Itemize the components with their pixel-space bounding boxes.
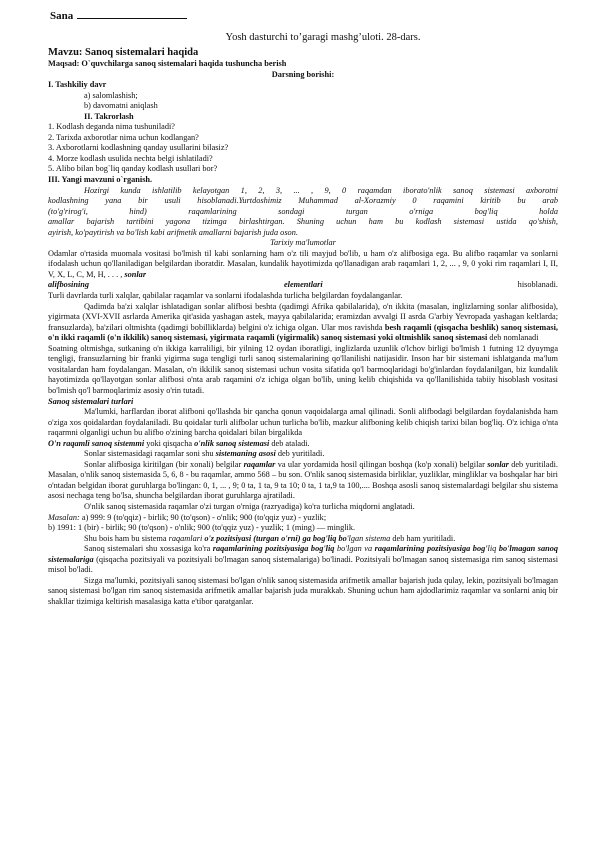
intro-line-3: (to'g'rirog'i, hind) raqamlarining sondagi turgan o'rniga bog'liq holda [48, 206, 558, 216]
base-term: sistemaning asosi [215, 449, 276, 459]
history-heading: Tarixiy ma'lumotlar [270, 238, 336, 248]
masalan-label: Masalan: [48, 512, 80, 522]
section-1-item-a: a) salomlashish; [84, 90, 138, 100]
classification-end: (qisqacha pozitsiyali va pozitsiyali bo'lmagan sanoq sistemalariga) bo'linadi. Pozitsiyali bo'lmagan sanoq sistemasiga rim sanoq sistemasi misol bo'ladi. [48, 554, 559, 575]
digits-sentence-end: deb yuritiladi. Masalan, o'nlik sanoq sistemasida 5, 6, 8 - bu raqamlar, ammo 568 – bu son. O'nlik sanoq sistemasida birliklar, yuzliklar, mingliklar va boshqalar har biri o'ntadan belgidan iborat guruhlarga bo'lingan: 0, 1, ... , 9; 0 ta, 1 ta, 9 ta 10; 0 ta, 1 ta,9 ta 100,.... Boshqa asosli sanoq sistemalardagi belgilar shu sistema asosi nechaga teng bo'lsa, shuncha belgilardan iborat guruhlarga ajratiladi. [48, 459, 559, 501]
types-paragraph-5: O'nlik sanoq sistemasida raqamlar o'zi turgan o'rniga (razryadiga) ko'ra turlicha miqdorni anglatadi. [84, 501, 415, 511]
review-question-5: 5. Alibo bilan bog`liq qanday kodlash usullari bor? [48, 164, 218, 174]
base-sentence-end: deb yuritiladi. [277, 449, 325, 459]
elementlari-term: elementlari [284, 280, 323, 290]
sonlar-term-2: sonlar [487, 459, 509, 469]
history-paragraph-1-text: Odamlar o'rtasida muomala vositasi bo'lmish til kabi sonlarning ham o'z tili mayjud bo'lib, u ham o'z alifbosiga ega. Bu alifbo raqamlar va sonlarni ifodalash uchun qo'llaniladigan belgilardan iboratdir. Masalan, kundalik hayotimizda qo'llanadigan arab raqamlari 1, 2, ... , 9, 0 yoki rim raqamlari I, II, V, X, L, C, M, H, . . . , [48, 248, 558, 279]
lesson-flow-heading: Darsning borishi: [271, 69, 335, 79]
bolgan-text: bo'lgan [336, 544, 362, 554]
liq-text: liq [487, 544, 497, 554]
classification-start: Sanoq sistemalari shu xossasiga ko'ra [84, 544, 211, 554]
history-paragraph-3 [48, 302, 558, 344]
goal-line: Maqsad: O`quvchilarga sanoq sistemalari haqida tushuncha berish [48, 59, 287, 68]
review-question-3: 3. Axborotlarni kodlashning qanday usullarini bilasiz? [48, 143, 229, 153]
history-paragraph-3-text: Qadimda ba'zi xalqlar ishlatadigan sonlar alifbosi beshta (qadimgi Afrika qabilalarida), o'n ikkita (masalan, inglizlarning sonlar alifbosida), yigirmata (XVI-XVII asrlarda Amerika qit'asida yashagan astek, mayya qabilalarida; eramizdan avvalgi II asrda G'arbiy Yevropada yashagan keltlarda; fransuzlarda), ba'zilari oltmishta (qadimgi bobilliklarda) belgini o'z ichiga olgan. Ular mos ravishda [48, 301, 558, 332]
digits-sentence-middle: va ular yordamida hosil qilingan boshqa (ko'p xonali) belgilar [277, 459, 485, 469]
types-paragraph-6 [48, 534, 558, 545]
intro-line-5: ayirish, ko'paytirish va bo'lish kabi arifmetik amallarni bajarish juda oson. [48, 227, 298, 237]
date-blank [77, 8, 187, 19]
intro-line-4: amallar bajarish tartibini yagona tizimga birlashtirgan. Shuning uchun ham bu kodlash sistemasi ustida qo'shish, [48, 217, 558, 227]
positional-sentence-end: deb ham yuritiladi. [392, 533, 456, 543]
section-2-title: II. Takrorlash [84, 111, 134, 121]
base-sentence-start: Sonlar sistemasidagi raqamlar soni shu [84, 449, 214, 459]
raqamlari-term: raqamlari [168, 533, 203, 543]
section-1-title: I. Tashkiliy davr [48, 80, 107, 90]
intro-line-1: Hozirgi kunda ishlatilib kelayotgan 1, 2, 3, ... , 9, 0 raqamdan iborato'nlik sanoq sistemasi axborotni [84, 185, 558, 195]
example-a-text: a) 999: 9 (to'qqiz) - birlik; 90 (to'qson) - o'nlik; 900 (to'qqiz yuz) - yuzlik; [81, 512, 327, 522]
history-paragraph-1 [48, 249, 558, 281]
types-paragraph-8: Sizga ma'lumki, pozitsiyali sanoq sistemasi bo'lgan o'nlik sanoq sistemasida arifmetik amallar bajarish juda qulay, lekin, pozitsiyali bo'lmagan sanoq sistemasi bo'lgan rim sanoq sistemasida arifmetik amallar bajarish juda murakkab. Shuning uchun ham ajdodlarimiz raqamlar va sonlarni aniq bir shakllar tizimiga keltirish masalasiga katta e'tibor qaratganlar. [48, 575, 558, 606]
intro-line-2: kodlashning yana bir usuli hisoblanadi.Yurtdoshimiz Muhammad al-Xorazmiy 0 raqamini kiritib bu arab [48, 196, 558, 206]
section-1-item-b: b) davomatni aniqlash [84, 101, 158, 111]
types-paragraph-2 [48, 439, 558, 450]
date-line [50, 8, 558, 23]
decimal-system-term: O'n raqamli sanoq sistemmi [48, 438, 145, 448]
positional-independent-term: raqamlarining pozitsiyasiga bog' [374, 544, 488, 554]
decimal-short-term: o'nlik sanoq sistemasi [194, 438, 270, 448]
history-paragraph-1-end [48, 280, 558, 291]
digits-sentence-start: Sonlar alifbosiga kiritilgan (bir xonali) belgilar [84, 459, 242, 469]
types-paragraph-3 [48, 449, 558, 460]
types-heading: Sanoq sistemalari turlari [48, 396, 134, 406]
numeral-system-names: besh raqamli (qisqacha beshlik) sanoq sistemasi, o'n ikki raqamli (o'n ikkilik) sanoq sistemasi, yigirmata raqamli (yigirmalik) sanoq sistemasi yoki oltmishlik sanoq sistemasi [48, 322, 558, 343]
example-a [48, 513, 558, 524]
example-b: b) 1991: 1 (bir) - birlik; 90 (to'qson) - o'nlik; 900 (to'qqiz yuz) - yuzlik; 1 (ming) — minglik. [48, 523, 356, 533]
va-text: va [364, 544, 373, 554]
raqamlar-term: raqamlar [243, 459, 276, 469]
section-3-title: III. Yangi mavzuni o`rganish. [48, 175, 153, 185]
positional-sentence-start: Shu bois ham bu sistema [84, 533, 167, 543]
lesson-title: Yosh dasturchi to’garagi mashg’uloti. 28-dars. [225, 32, 421, 43]
hisoblanadi-text: hisoblanadi. [517, 280, 558, 290]
positional-term: o'z pozitsiyasi (turgan o'rni) ga bog'liq bo [204, 533, 347, 543]
history-paragraph-3-end: deb nomlanadi [489, 333, 539, 343]
topic-heading: Mavzu: Sanoq sistemalari haqida [48, 47, 199, 58]
review-question-4: 4. Morze kodlash usulida nechta belgi ishlatiladi? [48, 153, 213, 163]
review-question-2: 2. Tarixda axborotlar nima uchun kodlangan? [48, 132, 199, 142]
history-paragraph-2: Turli davrlarda turli xalqlar, qabilalar raqamlar va sonlarni ifodalashda turlicha belgilardan foydalanganlar. [48, 291, 403, 301]
review-question-1: 1. Kodlash deganda nima tushuniladi? [48, 122, 175, 132]
types-paragraph-4 [48, 460, 558, 502]
history-paragraph-4: Soatning oltmishga, sutkaning o'n ikkiga karraliligi, bir yilning 12 oydan iboratligi, inglizlarda uzunlik o'lchov birligi bo'lmish 1 futning 12 dyuymga tengligi, fransuzlarning bir franki yigirma suga tengligi turli sanoq sistemalarining qo'llanilishi natijasidir. Inson har bir sistemani ishlatganda ma'lum vositalardan ham foydalangan. Masalan, o'n ikkilik sanoq sistemasi uchun vosita sifatida qo'l barmoqlaridagi bo'g'inlardan foydalanilgan, biz kundalik hayotimizda qo'llayotgan sonlar alifbosi o'nta arab raqamini o'z ichiga olgan bo'lib, uning kelib chiqishida va qo'llanilishida tabiiy hisoblash vositasi bo'lmish qo'l barmoqlarimiz asosiy o'rin tutadi. [48, 343, 558, 395]
positional-dependent-term: raqamlarining pozitsiyasiga bog'liq [212, 544, 335, 554]
deb-ataladi-text: deb ataladi. [271, 438, 310, 448]
types-paragraph-1: Ma'lumki, harflardan iborat alifboni qo'llashda bir qancha qonun vaqoidalarga amal qilinadi. Sonli alifbodagi belgilardan foydalanishda ham o'ziga xos qoidalardan foydalaniladi. Bu qoidalar turli alifbolar uchun turlicha bo'lib, mazkur alifboning kelib chiqish tarixi bilan bog'liq. O'z ichiga o'nta raqarmni olganligi uchun bu alifbo o'zining barcha qoidalari bilan birgalikda [48, 407, 558, 438]
sonlar-term: sonlar [124, 269, 147, 279]
positional-term-end: 'lgan sistema [346, 533, 391, 543]
types-paragraph-7 [48, 544, 558, 576]
yoki-text: yoki qisqacha [146, 438, 193, 448]
date-label: Sana [50, 10, 74, 22]
alifbo-term: alifbosining [48, 280, 90, 290]
non-positional-term: bo'lmagan sanoq sistemalariga [48, 544, 559, 564]
